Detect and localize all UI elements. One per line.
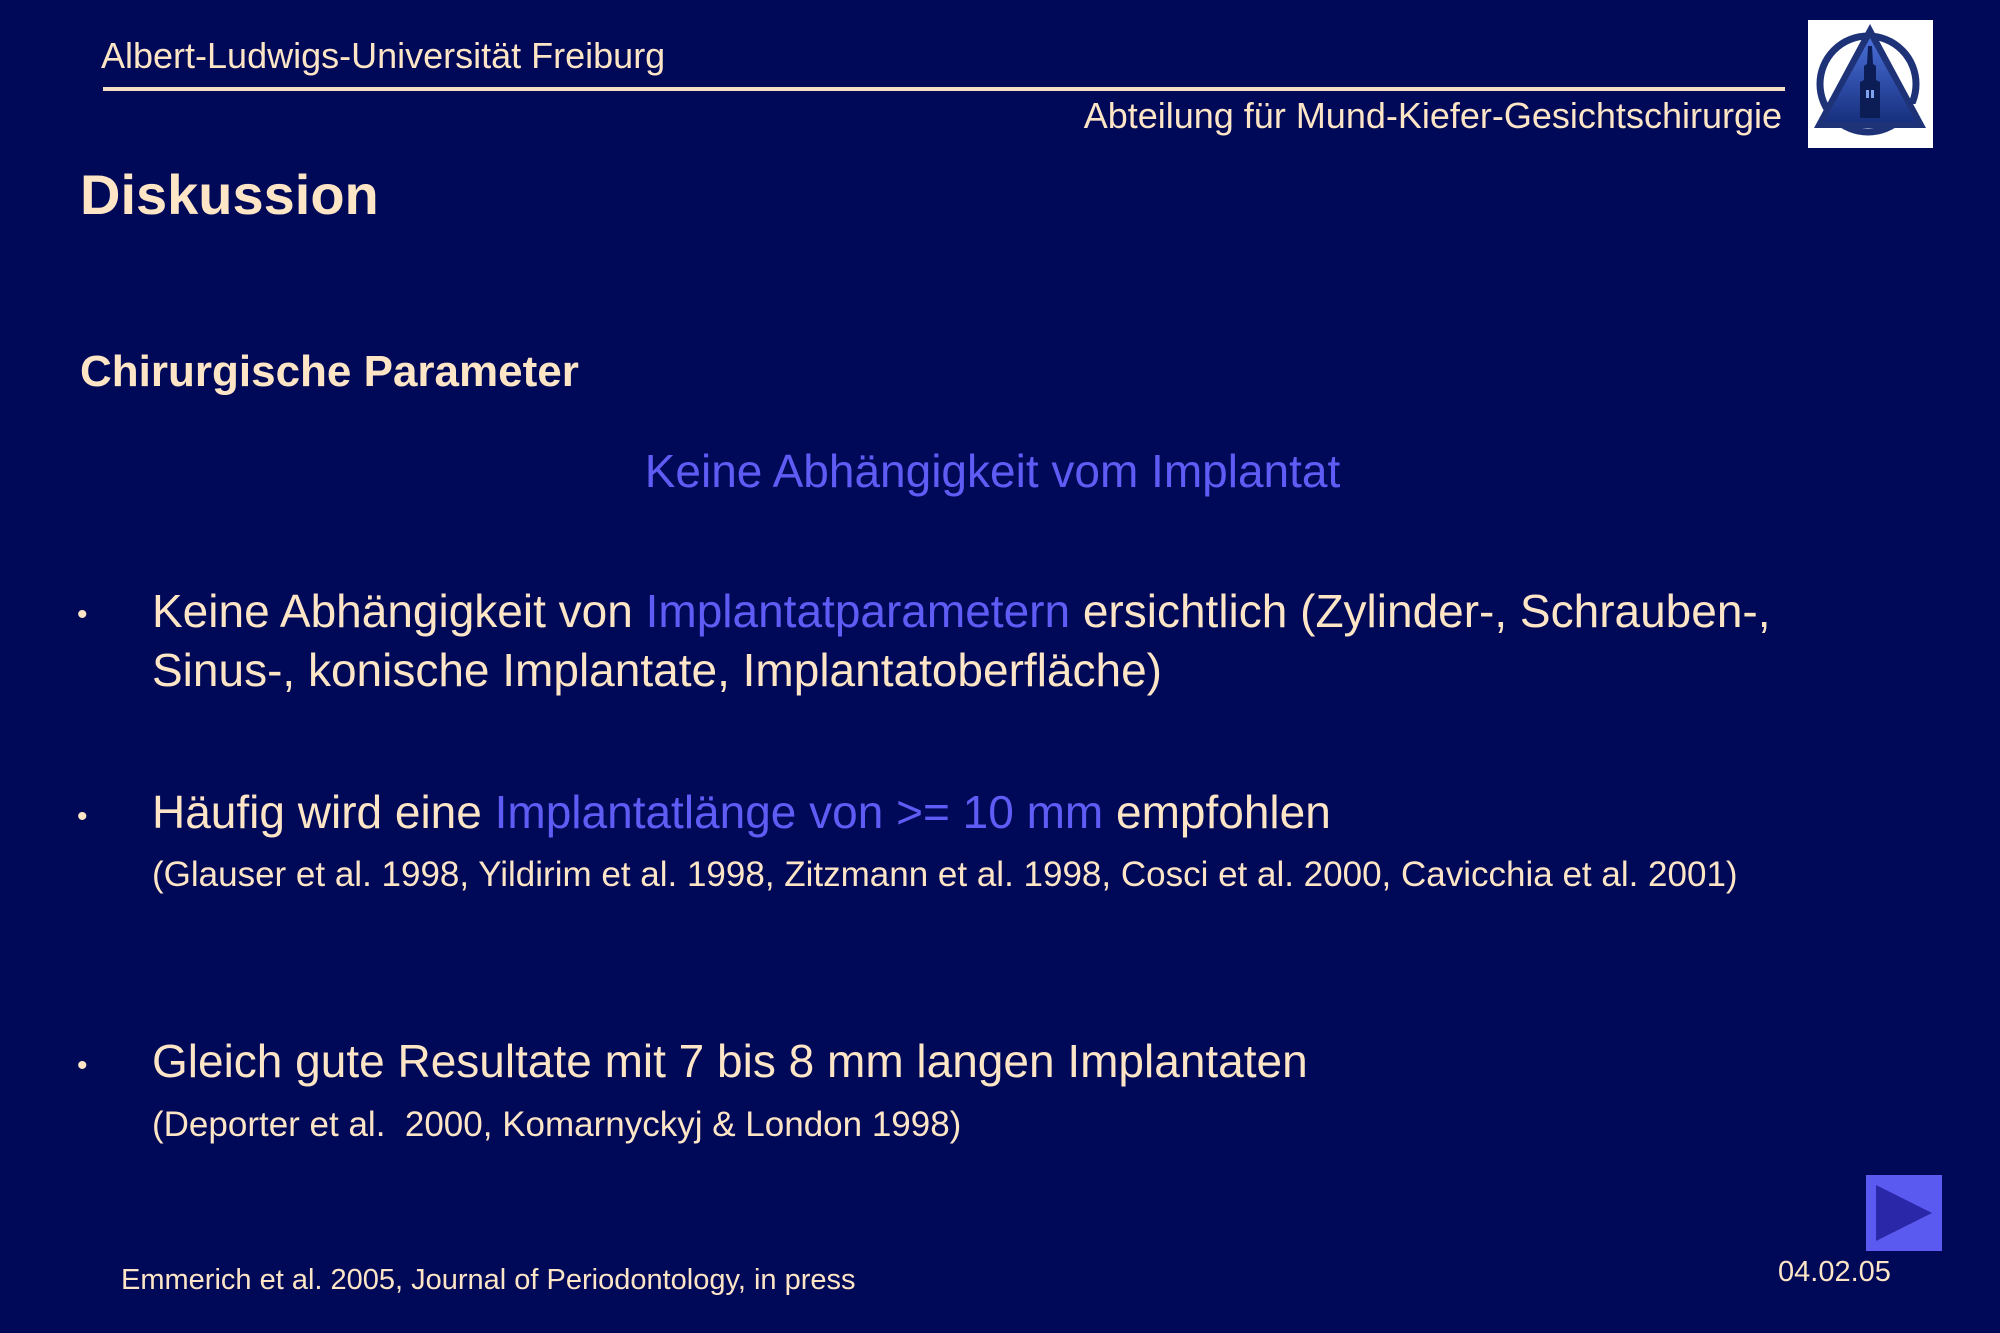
- slide-date: 04.02.05: [1778, 1256, 1891, 1288]
- university-name: Albert-Ludwigs-Universität Freiburg: [101, 35, 666, 76]
- header-divider: [103, 87, 1785, 91]
- bullet-text: [152, 582, 1912, 700]
- next-slide-button[interactable]: [1866, 1175, 1942, 1251]
- department-name: Abteilung für Mund-Kiefer-Gesichtschirurgie: [1083, 95, 1782, 136]
- bullet-highlight: Implantatlänge von >= 10 mm: [494, 786, 1104, 838]
- bullet-dot: •: [77, 1049, 88, 1082]
- slide-title: Diskussion: [80, 163, 379, 226]
- bullet-text-start: Häufig wird eine: [152, 786, 495, 838]
- bullet-text-end: ersichtlich (Zylinder-, Schrauben-, Sinus-, konische Implantate, Implantatoberfläche): [152, 585, 1771, 696]
- footer-citation: Emmerich et al. 2005, Journal of Periodontology, in press: [121, 1264, 856, 1296]
- play-triangle-icon: [1866, 1175, 1942, 1251]
- bullet-text-end: empfohlen: [1103, 786, 1331, 838]
- bullet-highlight: Implantatparametern: [645, 585, 1071, 637]
- bullet-reference: (Deporter et al. 2000, Komarnyckyj & London 1998): [152, 1105, 962, 1144]
- key-statement: Keine Abhängigkeit vom Implantat: [644, 445, 1341, 497]
- university-logo-icon: [1808, 20, 1933, 148]
- bullet-dot: •: [77, 800, 88, 833]
- bullet-dot: •: [77, 598, 88, 631]
- bullet-text-start: Keine Abhängigkeit von: [152, 585, 646, 637]
- section-heading: Chirurgische Parameter: [80, 347, 579, 396]
- bullet-text: [152, 783, 1912, 842]
- bullet-reference: (Glauser et al. 1998, Yildirim et al. 1998, Zitzmann et al. 1998, Cosci et al. 2000, Cavicchia et al. 2001): [152, 855, 1738, 894]
- bullet-text: Gleich gute Resultate mit 7 bis 8 mm langen Implantaten: [152, 1035, 1308, 1087]
